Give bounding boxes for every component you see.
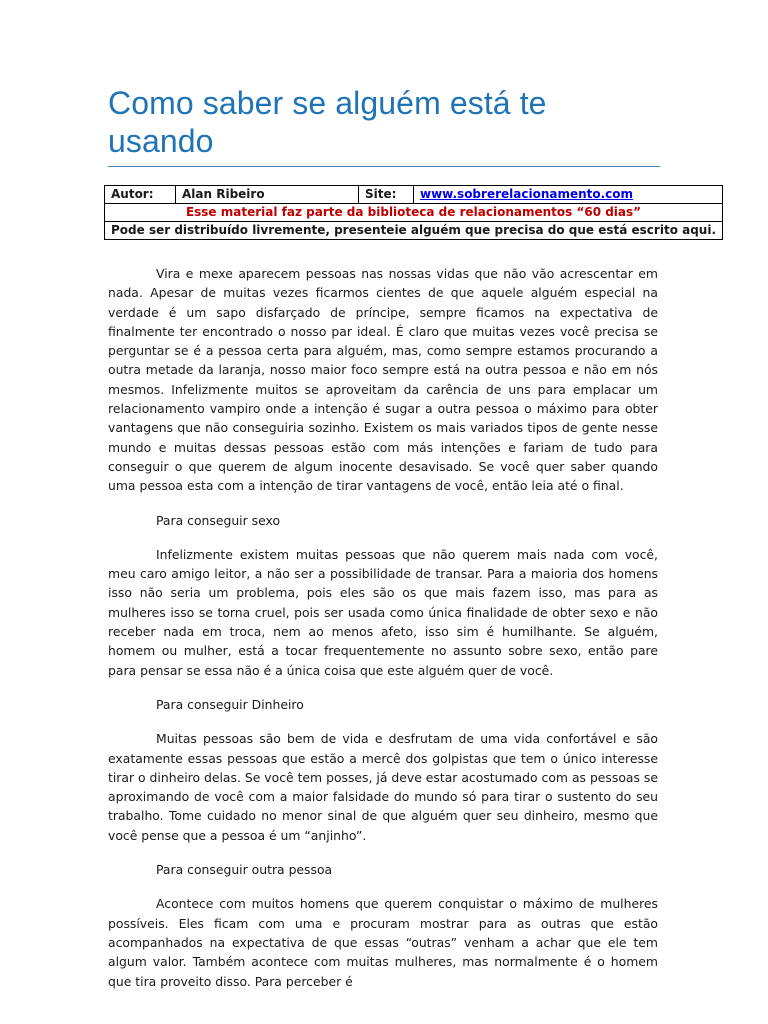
document-body xyxy=(108,264,658,991)
section-paragraph-dinheiro: Muitas pessoas são bem de vida e desfrutam de uma vida confortável e são exatamente essas pessoas que estão a mercê dos golpistas que tem o único interesse tirar o dinheiro delas. Se você tem posses, já deve estar acostumado com as pessoas se aproximando de você com a maior falsidade do mundo só para tirar o sustento do seu trabalho. Tome cuidado no menor sinal de que alguém quer seu dinheiro, mesmo que você pense que a pessoa é um “anjinho”. xyxy=(108,731,658,843)
section-heading-dinheiro: Para conseguir Dinheiro xyxy=(156,696,304,712)
meta-row-notice-black xyxy=(105,222,723,240)
meta-row-author xyxy=(105,186,723,204)
document-title: Como saber se alguém está te usando xyxy=(108,84,660,167)
distribution-notice: Pode ser distribuído livremente, presenteie alguém que precisa do que está escrito aqui. xyxy=(105,222,723,240)
library-notice: Esse material faz parte da biblioteca de relacionamentos “60 dias” xyxy=(105,204,723,222)
author-name: Alan Ribeiro xyxy=(176,186,359,204)
author-label: Autor: xyxy=(105,186,176,204)
meta-row-notice-red xyxy=(105,204,723,222)
document-page xyxy=(108,84,717,1006)
intro-paragraph: Vira e mexe aparecem pessoas nas nossas vidas que não vão acrescentar em nada. Apesar de muitas vezes ficarmos cientes de que aquele alguém especial na verdade é um sapo disfarçado de príncipe, sempre ficamos na expectativa de finalmente ter encontrado o nosso par ideal. É claro que muitas vezes você precisa se perguntar se é a pessoa certa para alguém, mas, como sempre estamos procurando a outra metade da laranja, nosso maior foco sempre está na outra pessoa e não em nós mesmos. Infelizmente muitos se aproveitam da carência de uns para emplacar um relacionamento vampiro onde a intenção é sugar a outra pessoa o máximo para obter vantagens que não conseguiria sozinho. Existem os mais variados tipos de gente nesse mundo e muitas dessas pessoas estão com más intenções e fariam de tudo para conseguir o que querem de algum inocente desavisado. Se você quer saber quando uma pessoa esta com a intenção de tirar vantagens de você, então leia até o final. xyxy=(108,266,658,494)
site-link[interactable]: www.sobrerelacionamento.com xyxy=(420,187,634,201)
section-paragraph-outra-pessoa: Acontece com muitos homens que querem conquistar o máximo de mulheres possíveis. Eles ficam com uma e procuram mostrar para as outras que estão acompanhados na expectativa de que essas “outras” venham a achar que ele tem algum valor. Também acontece com muitas mulheres, mas normalmente é o homem que tira proveito disso. Para perceber é xyxy=(108,896,658,989)
section-paragraph-sexo: Infelizmente existem muitas pessoas que não querem mais nada com você, meu caro amigo leitor, a não ser a possibilidade de transar. Para a maioria dos homens isso não seria um problema, pois eles são os que mais fazem isso, mas para as mulheres isso se torna cruel, pois ser usada como única finalidade de obter sexo e não receber nada em troca, nem ao menos afeto, isso sim é humilhante. Se alguém, homem ou mulher, está a tocar frequentemente no assunto sobre sexo, então pare para pensar se essa não é a única coisa que este alguém quer de você. xyxy=(108,546,658,678)
site-label: Site: xyxy=(359,186,414,204)
section-heading-sexo: Para conseguir sexo xyxy=(156,512,281,528)
meta-table xyxy=(104,185,723,240)
section-heading-outra-pessoa: Para conseguir outra pessoa xyxy=(156,862,333,878)
site-cell xyxy=(414,186,723,204)
